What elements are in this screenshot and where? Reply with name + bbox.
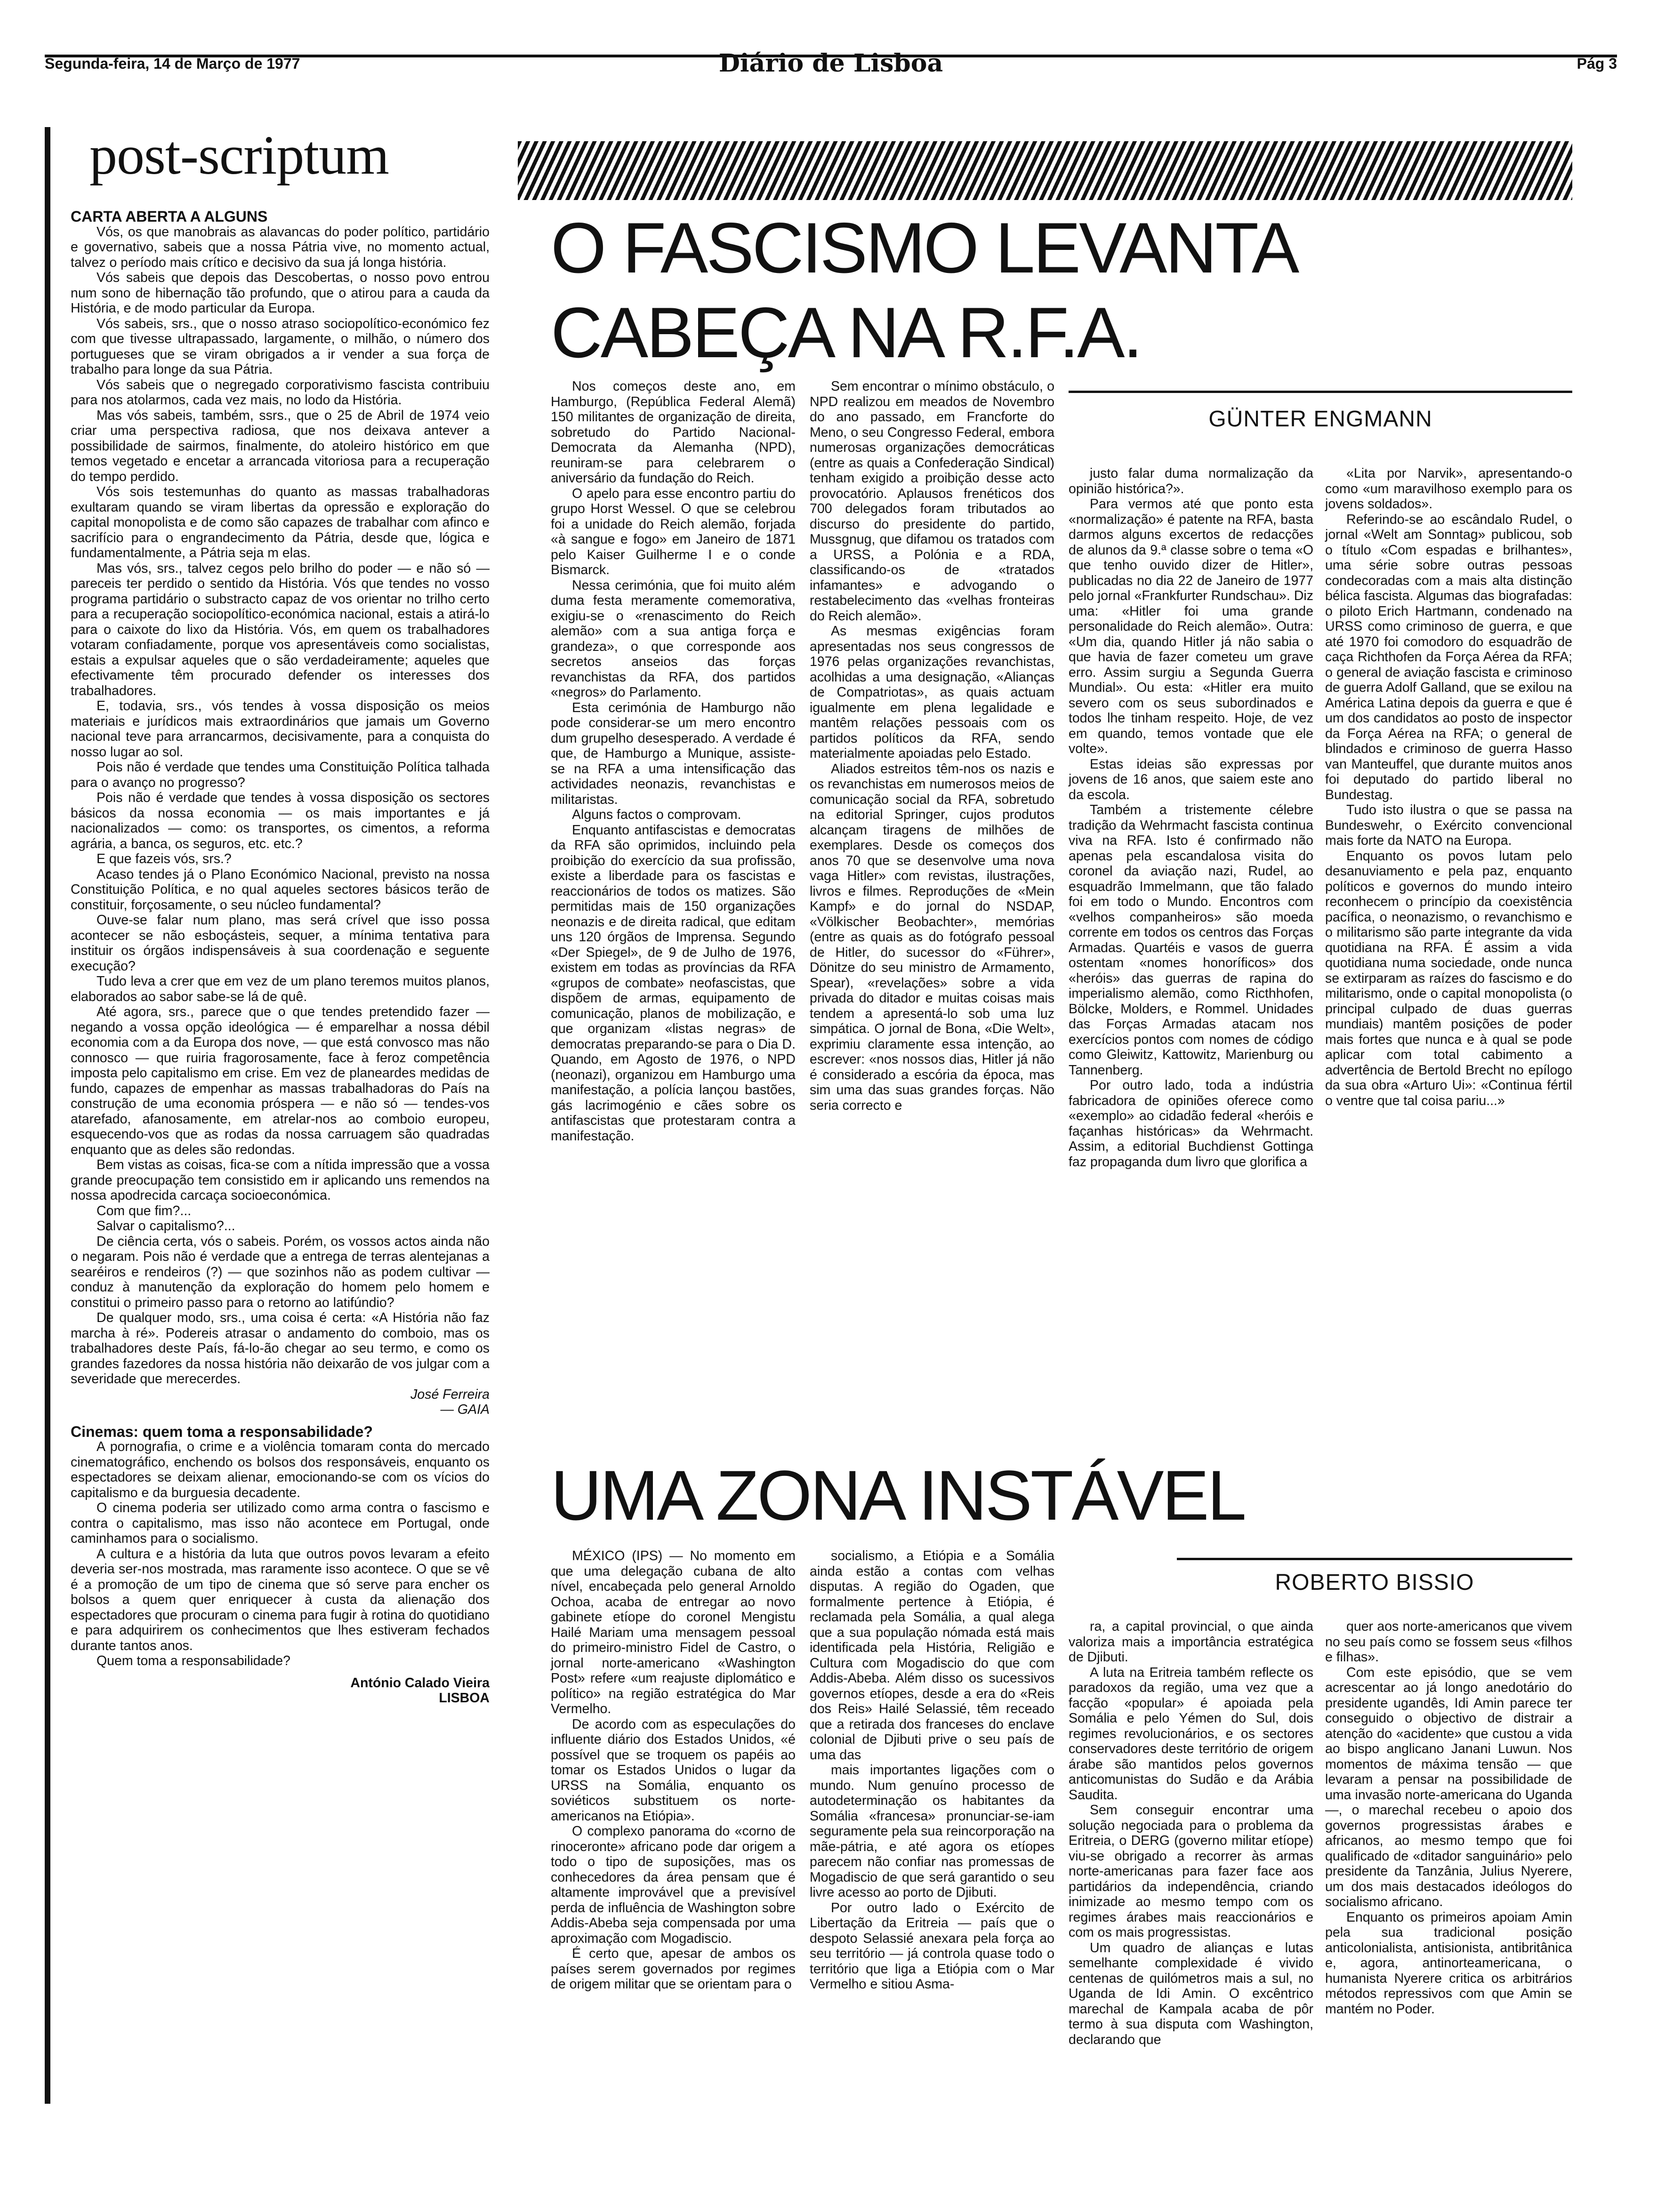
postscriptum-title: post-scriptum [89, 124, 389, 186]
article2-column-3 [1069, 1619, 1313, 2047]
paragraph: Alguns factos o comprovam. [572, 807, 741, 822]
paragraph: mais importantes ligações com o mundo. Num genuíno processo de autodeterminação os habitantes da Somália «francesa» pronunciar-se-iam seguramente pela sua reincorporação na mãe-pátria, e até agora os etíopes parecem não confiar nas promessas de Mogadiscio de que será garantido o seu livre acesso ao porto de Djibuti. [810, 1763, 1054, 1900]
paragraph: Acaso tendes já o Plano Económico Nacional, previsto na nossa Constituição Política, e no qual aqueles sectores básicos terão de constituir, forçosamente, o seu núcleo fundamental? [71, 866, 490, 913]
paragraph: Vós, os que manobrais as alavancas do poder político, partidário e governativo, sabeis que a nossa Pátria vive, no momento actual, talvez o período mais crítico e decisivo da sua já longa história. [71, 224, 490, 270]
paragraph: Salvar o capitalismo?... [97, 1218, 235, 1234]
paragraph: A cultura e a história da luta que outros povos levaram a efeito deveria ser-nos mostrada, mas raramente isso acontece. O que se vê é a promoção de um tipo de cinema que só serve para encher os bolsos a quem quer enriquecer à custa da alienação dos espectadores que procuram o cinema para fugir à rotina do quotidiano e para adquirirem os conhecimentos que lhes estiveram fechados durante tantos anos. [71, 1546, 490, 1653]
paragraph: Nos começos deste ano, em Hamburgo, (República Federal Alemã) 150 militantes de organização de direita, sobretudo do Partido Nacional-Democrata da Alemanha (NPD), reuniram-se para celebrarem o aniversário da fundação do Reich. [551, 379, 796, 486]
article1-column-4 [1325, 466, 1572, 1108]
letter-signature: José Ferreira [410, 1387, 490, 1402]
paragraph: A pornografia, o crime e a violência tomaram conta do mercado cinematográfico, enchendo os bolsos dos responsáveis, enquanto os espectadores se deixam alienar, emocionando-se com os vícios do capitalismo e da burguesia decadente. [71, 1439, 490, 1500]
paragraph: Vós sabeis que depois das Descobertas, o nosso povo entrou num sono de hibernação tão profundo, que o atirou para a cauda da História, e de modo particular da Europa. [71, 270, 490, 316]
paragraph: Até agora, srs., parece que o que tendes pretendido fazer — negando a vossa opção ideológica — é emparelhar a nossa débil economia com a da Europa dos nove, — que está convosco mas não connosco — que ruiria fragorosamente, face à feroz competência imposta pelo capitalismo em crise. Em vez de planeardes medidas de fundo, capazes de empenhar as massas trabalhadoras do País na construção de uma economia próspera — e não só — tendes-vos atarefado, afanosamente, em atrelar-nos ao comboio europeu, esquecendo-vos que as rodas da nossa carruagem são quadradas enquanto que as deles são redondas. [71, 1004, 490, 1157]
cinema-letter-signature: António Calado Vieira [350, 1675, 490, 1691]
paragraph: Mas vós, srs., talvez cegos pelo brilho do poder — e não só — pareceis ter perdido o sentido da História. Vós que tendes no vosso programa partidário o substracto capaz de vos orientar no trilho certo para a recuperação sociopolítico-económica nacional, estais a atirá-lo para o caixote do lixo da História. Vós, em quem os trabalhadores votaram confiadamente, porque vos apresentáveis como socialistas, estais a expulsar aqueles que o são verdadeiramente; aqueles que efectivamente têm procurado defender os interesses dos trabalhadores. [71, 561, 490, 698]
paragraph: Estas ideias são expressas por jovens de 16 anos, que saiem este ano da escola. [1069, 756, 1313, 802]
paragraph: Para vermos até que ponto esta «normalização» é patente na RFA, basta darmos alguns excertos de redacções de alunos da 9.ª classe sobre o tema «O que tenho ouvido dizer de Hitler», publicadas no dia 22 de Janeiro de 1977 pelo jornal «Frankfurter Rundschau». Diz uma: «Hitler foi uma grande personalidade do Reich alemão». Outra: «Um dia, quando Hitler já não sabia o que havia de fazer cometeu um grave erro. Assim surgiu a Segunda Guerra Mundial». Ou esta: «Hitler era muito severo com os seus subordinados e todos lhe tinham respeito. Hoje, de vez em quando, temos vontade que ele volte». [1069, 497, 1313, 756]
article1-column-2 [810, 379, 1054, 1113]
paragraph: Bem vistas as coisas, fica-se com a nítida impressão que a vossa grande preocupação tem consistido em ir aplicando uns remendos na nossa apodrecida carcaça socioeconómica. [71, 1157, 490, 1203]
paragraph: Sem encontrar o mínimo obstáculo, o NPD realizou em meados de Novembro do ano passado, em Francforte do Meno, o seu Congresso Federal, embora numerosas organizações democráticas (entre as quais a Confederação Sindical) tenham exigido a proibição desse acto provocatório. Aplausos frenéticos dos 700 delegados foram tributados ao discurso do presidente do partido, Mussgnug, que difamou os tratados com a URSS, a Polónia e a RDA, classificando-os de «tratados infamantes» e advogando o restabelecimento das «velhas fronteiras do Reich alemão». [810, 379, 1054, 624]
article1-headline-line2: CABEÇA NA R.F.A. [551, 293, 1141, 373]
cinema-letter-title: Cinemas: quem toma a responsabilidade? [71, 1423, 373, 1440]
paragraph: Por outro lado, toda a indústria fabricadora de opiniões oferece como «exemplo» ao cidadão federal «heróis e façanhas históricas» da Wehrmacht. Assim, a editorial Buchdienst Gottinga faz propaganda dum livro que glorifica a [1069, 1078, 1313, 1170]
article2-headline: UMA ZONA INSTÁVEL [551, 1456, 1245, 1535]
paragraph: Vós sois testemunhas do quanto as massas trabalhadoras exultaram quando se viram libertas da opressão e exploração do capital monopolista e de como são capazes de trabalhar com afinco e sacrifício para o engrandecimento da Pátria, desde que, lógica e fundamentalmente, a Pátria seja m elas. [71, 484, 490, 561]
paragraph: MÉXICO (IPS) — No momento em que uma delegação cubana de alto nível, encabeçada pelo general Arnoldo Ochoa, acaba de entregar ao novo gabinete etíope do coronel Mengistu Hailé Mariam uma mensagem pessoal do primeiro-ministro Fidel de Castro, o jornal norte-americano «Washington Post» refere «um reajuste diplomático e político» na região estratégica do Mar Vermelho. [551, 1548, 796, 1716]
paragraph: Pois não é verdade que tendes à vossa disposição os sectores básicos da nossa economia — os mais importantes e já nacionalizados — como: os transportes, os cimentos, a reforma agrária, a banca, os seguros, etc. etc.? [71, 790, 490, 851]
paragraph: Enquanto os primeiros apoiam Amin pela sua tradicional posição anticolonialista, antisionista, antibritânica e, agora, antinorteamericana, o humanista Nyerere critica os arbitrários métodos repressivos com que Amin se mantém no Poder. [1325, 1909, 1572, 2017]
article2-column-1 [551, 1548, 796, 1992]
article1-headline-line1: O FASCISMO LEVANTA [551, 208, 1298, 288]
paragraph: É certo que, apesar de ambos os países serem governados por regimes de origem militar que se orientam para o [551, 1946, 796, 1992]
paragraph: Um quadro de alianças e lutas semelhante complexidade é vivido centenas de quilómetros mais a sul, no Uganda de Idi Amin. O excêntrico marechal de Kampala acaba de pôr termo à sua disputa com Washington, declarando que [1069, 1940, 1313, 2047]
article1-byline: GÜNTER ENGMANN [1069, 391, 1572, 432]
paragraph: Vós sabeis, srs., que o nosso atraso sociopolítico-económico fez com que tivesse ultrapassado, largamente, o milhão, o número dos portugueses que se viram obrigados a ir vender a sua força de trabalho para longe da sua Pátria. [71, 316, 490, 377]
paragraph: socialismo, a Etiópia e a Somália ainda estão a contas com velhas disputas. A região do Ogaden, que formalmente pertence à Etiópia, é reclamada pela Somália, a qual alega que a sua população nómada está mais identificada pela História, Religião e Cultura com Mogadiscio do que com Addis-Abeba. Além disso os sucessivos governos etíopes, desde a era do «Reis dos Reis» Hailé Selassié, têm receado que a retirada dos franceses do enclave colonial de Djibuti prive o seu país de uma das [810, 1548, 1054, 1763]
paragraph: A luta na Eritreia também reflecte os paradoxos da região, uma vez que a facção «popular» é apoiada pela Somália e pelo Yémen do Sul, dois regimes revolucionários, e os sectores conservadores deste território de origem árabe são mantidos pelos governos anticomunistas do Sudão e da Arábia Saudita. [1069, 1665, 1313, 1803]
page-number: Pág 3 [1577, 55, 1617, 72]
paragraph: Ouve-se falar num plano, mas será crível que isso possa acontecer se não esboçásteis, sequer, a mínima tentativa para instituir os órgãos indispensáveis à sua coordenação e seguente execução? [71, 913, 490, 974]
paragraph: De acordo com as especulações do influente diário dos Estados Unidos, «é possível que se troquem os papéis ao tomar os Estados Unidos o lugar da URSS na Somália, enquanto os soviéticos substituem os norte-americanos na Etiópia». [551, 1716, 796, 1824]
paragraph: O cinema poderia ser utilizado como arma contra o fascismo e contra o capitalismo, mas isso não acontece em Portugal, onde caminhamos para o socialismo. [71, 1500, 490, 1546]
issue-date: Segunda-feira, 14 de Março de 1977 [45, 55, 300, 72]
paragraph: E que fazeis vós, srs.? [97, 851, 232, 866]
paragraph: Sem conseguir encontrar uma solução negociada para o problema da Eritreia, o DERG (governo militar etíope) viu-se obrigado a recorrer às armas norte-americanas para fazer face aos partidários da independência, criando inimizade ao mesmo tempo com os regimes árabes mais reaccionários e com os mais progressistas. [1069, 1803, 1313, 1940]
paragraph: O complexo panorama do «corno de rinoceronte» africano pode dar origem a todo o tipo de suposições, mas os conhecedores da área pensam que é altamente improvável que a previsível perda de influência de Washington sobre Addis-Abeba seja compensada por uma aproximação com Mogadiscio. [551, 1824, 796, 1946]
paragraph: «Lita por Narvik», apresentando-o como «um maravilhoso exemplo para os jovens soldados». [1325, 466, 1572, 512]
article2-byline: ROBERTO BISSIO [1177, 1558, 1572, 1595]
paragraph: Com que fim?... [97, 1203, 192, 1218]
paragraph: Por outro lado o Exército de Libertação da Eritreia — país que o despoto Selassié anexara pela força ao seu território — já controla quase todo o território que liga a Etiópia com o Mar Vermelho e sitiou Asma- [810, 1900, 1054, 1992]
postscriptum-column [71, 207, 490, 1706]
paragraph: Pois não é verdade que tendes uma Constituição Política talhada para o avanço no progresso? [71, 760, 490, 790]
letter-body [71, 224, 490, 1387]
article2-column-4 [1325, 1619, 1572, 2017]
paragraph: E, todavia, srs., vós tendes à vossa disposição os meios materiais e jurídicos mais extraordinários que jamais um Governo nacional teve para arrancarmos, decisivamente, para a conquista do nosso lugar ao sol. [71, 698, 490, 760]
article1-column-3 [1069, 466, 1313, 1170]
page-header [45, 10, 1617, 78]
letter-title: CARTA ABERTA A ALGUNS [71, 208, 268, 225]
paragraph: Enquanto os povos lutam pelo desanuviamento e pela paz, enquanto políticos e governos do mundo inteiro reconhecem o princípio da coexistência pacífica, o neonazismo, o revanchismo e o militarismo são parte integrante da vida quotidiana na RFA. É assim a vida quotidiana numa sociedade, onde nunca se extirparam as raízes do fascismo e do militarismo, onde o capital monopolista (o principal culpado de duas guerras mundiais) mantêm posições de poder mais fortes que nunca e à qual se pode aplicar com total cabimento a advertência de Bertold Brecht no epílogo da sua obra «Arturo Ui»: «Continua fértil o ventre que tal coisa pariu...» [1325, 848, 1572, 1108]
paragraph: De qualquer modo, srs., uma coisa é certa: «A História não faz marcha à ré». Podereis atrasar o andamento do comboio, mas os trabalhadores deste País, fá-lo-ão chegar ao seu termo, e como os grandes fazedores da nossa história não deixarão de vos julgar com a severidade que merecerdes. [71, 1310, 490, 1387]
paragraph: Tudo leva a crer que em vez de um plano teremos muitos planos, elaborados ao sabor sabe-se lá de quê. [71, 974, 490, 1004]
paragraph: Esta cerimónia de Hamburgo não pode considerar-se um mero encontro dum grupelho desesperado. A verdade é que, de Hamburgo a Munique, assiste-se na RFA a uma intensificação das actividades neonazis, revanchistas e militaristas. [551, 700, 796, 807]
paragraph: quer aos norte-americanos que vivem no seu país como se fossem seus «filhos e filhas». [1325, 1619, 1572, 1665]
paragraph: De ciência certa, vós o sabeis. Porém, os vossos actos ainda não o negaram. Pois não é verdade que a entrega de terras alentejanas a searéiros e rendeiros (?) — que sozinhos não as podem cultivar — conduz à manutenção da exploração do homem pelo homem e constitui o primeiro passo para o retorno ao latifúndio? [71, 1234, 490, 1310]
paragraph: justo falar duma normalização da opinião histórica?». [1069, 466, 1313, 497]
cinema-letter-place: LISBOA [439, 1691, 490, 1706]
paragraph: Nessa cerimónia, que foi muito além duma festa meramente comemorativa, exigiu-se o «renascimento do Reich alemão» com a sua antiga força e grandeza», o que corresponde aos secretos anseios das forças revanchistas da RFA, dos partidos «negros» do Parlamento. [551, 577, 796, 700]
paragraph: Vós sabeis que o negregado corporativismo fascista contribuiu para nos atolarmos, cada vez mais, no lodo da História. [71, 377, 490, 408]
paragraph: Também a tristemente célebre tradição da Wehrmacht fascista continua viva na RFA. Isto é confirmado não apenas pela escandalosa visita do coronel da aviação nazi, Rudel, ao esquadrão Immelmann, que tão falado foi em todo o Mundo. Encontros com «velhos companheiros» são moeda corrente em todos os centros das Forças Armadas. Quartéis e vasos de guerra ostentam «nomes honoríficos» dos «heróis» das guerras de rapina do imperialismo alemão, como Ricthhofen, Bölcke, Molders, e Rommel. Unidades das Forças Armadas atacam nos exercícios pontos com nomes de código como Gleiwitz, Kattowitz, Marienburg ou Tannenberg. [1069, 802, 1313, 1078]
paragraph: As mesmas exigências foram apresentadas nos seus congressos de 1976 pelas organizações revanchistas, acolhidas a uma designação, «Alianças de Compatriotas», as quais actuam igualmente em plena legalidade e mantêm relações pessoais com os partidos políticos da RFA, sendo materialmente apoiadas pelo Estado. [810, 624, 1054, 761]
paragraph: Tudo isto ilustra o que se passa na Bundeswehr, o Exército convencional mais forte da NATO na Europa. [1325, 802, 1572, 848]
paragraph: O apelo para esse encontro partiu do grupo Horst Wessel. O que se celebrou foi a unidade do Reich alemão, forjada «à sangue e fogo» em Janeiro de 1871 pelo Kaiser Guilherme I e o conde Bismarck. [551, 486, 796, 577]
article2-column-2 [810, 1548, 1054, 1992]
paragraph: Com este episódio, que se vem acrescentar ao já longo anedotário do presidente ugandês, Idi Amin parece ter conseguido o objectivo de distrair a atenção do «acidente» que custou a vida ao bispo anglicano Janani Luwun. Nos momentos de máxima tensão — que levaram a pensar na possibilidade de uma invasão norte-americana do Uganda —, o marechal recebeu o apoio dos governos progressistas árabes e africanos, ao mesmo tempo que foi qualificado de «ditador sanguinário» pelo presidente da Tanzânia, Julius Nyerere, um dos mais destacados ideólogos do socialismo africano. [1325, 1665, 1572, 1909]
paragraph: Aliados estreitos têm-nos os nazis e os revanchistas em numerosos meios de comunicação social da RFA, sobretudo na editorial Springer, cujos produtos alcançam tiragens de milhões de exemplares. Desde os começos dos anos 70 que se desenvolve uma nova vaga Hitler» com revistas, ilustrações, livros e filmes. Reproduções de «Mein Kampf» e do jornal do NSDAP, «Völkischer Beobachter», memórias (entre as quais as do fotógrafo pessoal de Hitler, do sucessor do «Führer», Dönitze do seu ministro de Armamento, Spear), «revelações» sobre a vida privada do ditador e muitas coisas mais tendem a apresentá-lo sob uma luz simpática. O jornal de Bona, «Die Welt», exprimiu claramente essa intenção, ao escrever: «nos nossos dias, Hitler já não é considerado a escória da época, mas sim uma das suas grandes forças. Não seria correcto e [810, 761, 1054, 1113]
paragraph: ra, a capital provincial, o que ainda valoriza mais a importância estratégica de Djibuti. [1069, 1619, 1313, 1665]
paragraph: Mas vós sabeis, também, ssrs., que o 25 de Abril de 1974 veio criar uma perspectiva radiosa, que nos deixava antever a possibilidade de sairmos, finalmente, do atoleiro histórico em que temos vegetado e encetar a arrancada vitoriosa para a recuperação do tempo perdido. [71, 408, 490, 484]
masthead: Diário de Lisboa [718, 49, 943, 78]
cinema-letter-body [71, 1439, 490, 1669]
postscriptum-rule [45, 127, 50, 2104]
paragraph: Enquanto antifascistas e democratas da RFA são oprimidos, incluindo pela proibição do exercício da sua profissão, existe a liberdade para os fascistas e reaccionários de todos os matizes. São permitidas mais de 150 organizações neonazis e de direita radical, que editam uns 120 órgãos de Imprensa. Segundo «Der Spiegel», de 9 de Julho de 1976, existem em todas as províncias da RFA «grupos de combate» neofascistas, que dispõem de armas, equipamento de comunicação, planos de mobilização, e que organizam «listas negras» de democratas preparando-se para o Dia D. Quando, em Agosto de 1976, o NPD (neonazi), organizou em Hamburgo uma manifestação, a polícia lançou bastões, gás lacrimogénio e cães sobre os antifascistas que protestaram contra a manifestação. [551, 822, 796, 1144]
decorative-hatch-band [518, 141, 1572, 200]
paragraph: Quem toma a responsabilidade? [97, 1653, 290, 1668]
letter-place: — GAIA [440, 1402, 490, 1417]
paragraph: Referindo-se ao escândalo Rudel, o jornal «Welt am Sonntag» publicou, sob o título «Com espadas e brilhantes», uma série sobre outras pessoas condecoradas com a mais alta distinção bélica fascista. Algumas das biografadas: o piloto Erich Hartmann, condenado na URSS como criminoso de guerra, e que até 1970 foi comodoro do esquadrão de caça Richthofen da Força Aérea da RFA; o general de aviação fascista e criminoso de guerra Adolf Galland, que se exilou na América Latina depois da guerra e que é um dos candidatos ao posto de inspector da Força Aérea na RFA; o general de blindados e criminoso de guerra Hasso van Manteuffel, que durante muitos anos foi deputado do partido liberal no Bundestag. [1325, 512, 1572, 802]
article1-column-1 [551, 379, 796, 1144]
